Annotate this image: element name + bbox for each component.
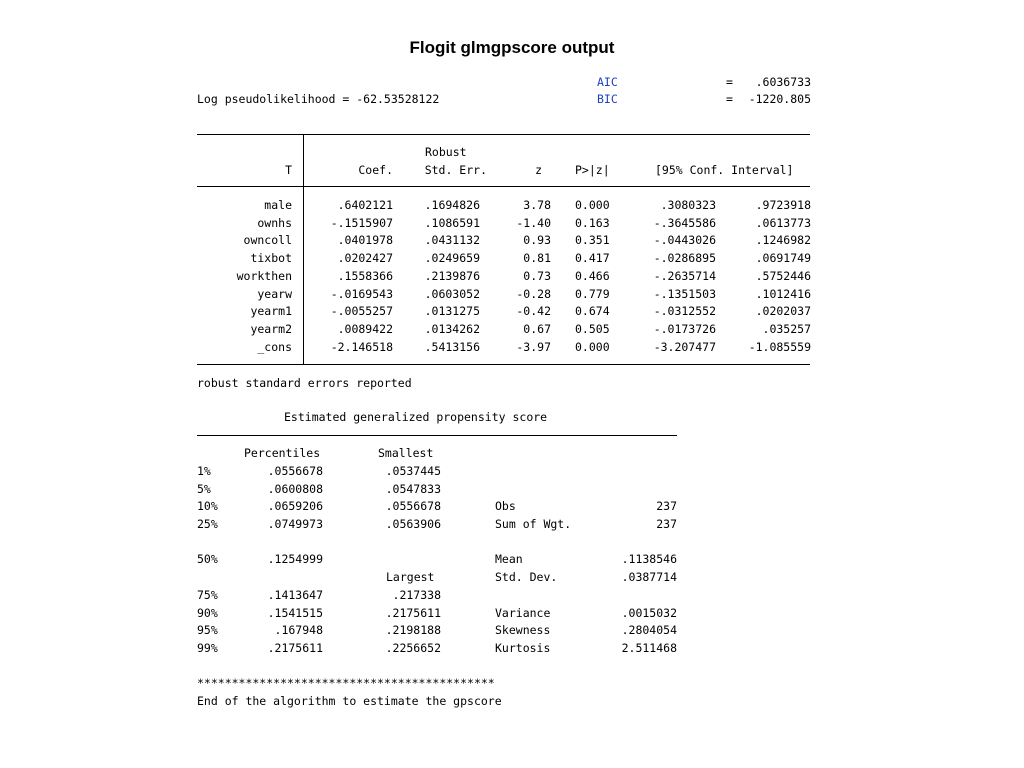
p-value: 0.163 — [575, 215, 610, 230]
extreme-value: .2175611 — [385, 605, 441, 620]
slide-title: Flogit glmgpscore output — [409, 38, 615, 57]
se-value: .1086591 — [424, 215, 480, 230]
summary-row-label: 50% — [197, 552, 218, 566]
p-value: 0.674 — [575, 304, 610, 319]
var-name: yearw — [257, 286, 292, 301]
percentiles-header: Percentiles — [244, 446, 321, 460]
percentile-value: .1541515 — [267, 605, 323, 620]
percentile-label: 95% — [197, 623, 218, 638]
percentile-label: 99% — [197, 641, 218, 656]
p-value: 0.351 — [575, 233, 610, 248]
ci-high: .1246982 — [755, 233, 811, 248]
ci-header: [95% Conf. Interval] — [655, 163, 794, 177]
extreme-value: .2256652 — [385, 641, 441, 656]
table-top-rule — [197, 134, 810, 135]
se-value: .0134262 — [424, 321, 480, 336]
stat-label: Kurtosis — [495, 641, 551, 656]
mean-value: .1138546 — [621, 552, 677, 566]
bic-value: -1220.805 — [748, 92, 811, 106]
ci-low: -.0173726 — [653, 321, 716, 336]
bic-label: BIC — [597, 92, 618, 106]
z-value: 3.78 — [523, 198, 551, 212]
p-value: 0.000 — [575, 198, 610, 212]
ci-low: .3080323 — [660, 198, 716, 212]
ci-low: -.1351503 — [653, 286, 716, 301]
ci-high: .5752446 — [755, 268, 811, 283]
se-value: .5413156 — [424, 339, 480, 354]
percentile-label: 90% — [197, 605, 218, 620]
coef-value: .0202427 — [337, 251, 393, 266]
z-value: -1.40 — [516, 215, 551, 230]
coef-value: -.0055257 — [330, 304, 393, 319]
stat-value: 2.511468 — [621, 641, 677, 656]
p-value: 0.417 — [575, 251, 610, 266]
aic-eq: = — [726, 75, 733, 89]
ci-high: .1012416 — [755, 286, 811, 301]
stat-label: Variance — [495, 605, 551, 620]
ci-low: -.0312552 — [653, 304, 716, 319]
ci-low: -.0286895 — [653, 251, 716, 266]
stat-label: Sum of Wgt. — [495, 517, 572, 532]
depvar-header: T — [285, 163, 292, 177]
log-likelihood: Log pseudolikelihood = -62.53528122 — [197, 92, 440, 106]
coef-value: .0089422 — [337, 321, 393, 336]
percentile-value: .0749973 — [267, 517, 323, 532]
table-bottom-rule — [197, 364, 810, 365]
extreme-value: .0556678 — [385, 499, 441, 514]
p-value: 0.505 — [575, 321, 610, 336]
percentile-value: .0659206 — [267, 499, 323, 514]
table-header-rule — [197, 186, 810, 187]
se-header: Std. Err. — [424, 163, 487, 177]
se-value: .1694826 — [424, 198, 480, 212]
stat-label: Skewness — [495, 623, 551, 638]
p-value: 0.000 — [575, 339, 610, 354]
ci-low: -.0443026 — [653, 233, 716, 248]
z-value: 0.67 — [523, 321, 551, 336]
sd-label: Std. Dev. — [495, 570, 558, 584]
percentile-value: .2175611 — [267, 641, 323, 656]
coef-value: -2.146518 — [330, 339, 393, 354]
coef-value: .1558366 — [337, 268, 393, 283]
extreme-value: .0563906 — [385, 517, 441, 532]
coef-header: Coef. — [358, 163, 393, 177]
ci-high: -1.085559 — [748, 339, 811, 354]
robust-note: robust standard errors reported — [197, 376, 412, 390]
percentile-value: .1413647 — [267, 588, 323, 602]
extreme-value: .0537445 — [385, 464, 441, 478]
stat-value: .2804054 — [621, 623, 677, 638]
extreme-value: .217338 — [392, 588, 441, 602]
sd-value: .0387714 — [621, 570, 677, 584]
largest-header: Largest — [386, 570, 435, 584]
var-name: yearm1 — [250, 304, 292, 319]
percentile-label: 1% — [197, 464, 211, 478]
ci-high: .0691749 — [755, 251, 811, 266]
z-value: 0.73 — [523, 268, 551, 283]
ci-low: -3.207477 — [653, 339, 716, 354]
stat-label: Obs — [495, 499, 516, 514]
smallest-header: Smallest — [378, 446, 434, 460]
p-value: 0.779 — [575, 286, 610, 301]
se-value: .0603052 — [424, 286, 480, 301]
aic-value: .6036733 — [755, 75, 811, 89]
se-value: .0131275 — [424, 304, 480, 319]
bic-eq: = — [726, 92, 733, 106]
percentile-label: 10% — [197, 499, 218, 514]
percentile-value: .167948 — [274, 623, 323, 638]
se-value: .0431132 — [424, 233, 480, 248]
percentile-label: 5% — [197, 481, 211, 496]
z-value: 0.93 — [523, 233, 551, 248]
var-name: yearm2 — [250, 321, 292, 336]
stat-value: .0015032 — [621, 605, 677, 620]
percentile-label: 75% — [197, 588, 218, 602]
ci-high: .035257 — [762, 321, 811, 336]
summary-row-value: .1254999 — [267, 552, 323, 566]
p-value: 0.466 — [575, 268, 610, 283]
percentile-value: .0556678 — [267, 464, 323, 478]
ci-low: -.2635714 — [653, 268, 716, 283]
aic-label: AIC — [597, 75, 618, 89]
ci-high: .0613773 — [755, 215, 811, 230]
end-message: End of the algorithm to estimate the gpscore — [197, 694, 502, 708]
extreme-value: .0547833 — [385, 481, 441, 496]
percentile-value: .0600808 — [267, 481, 323, 496]
robust-header: Robust — [425, 145, 467, 159]
var-name: _cons — [257, 339, 292, 354]
coef-value: .0401978 — [337, 233, 393, 248]
mean-label: Mean — [495, 552, 523, 566]
coef-value: -.1515907 — [330, 215, 393, 230]
stat-value: 237 — [656, 517, 677, 532]
se-value: .0249659 — [424, 251, 480, 266]
percentile-label: 25% — [197, 517, 218, 532]
z-value: -3.97 — [516, 339, 551, 354]
z-value: -0.28 — [516, 286, 551, 301]
extreme-value: .2198188 — [385, 623, 441, 638]
ci-high: .0202037 — [755, 304, 811, 319]
var-name: male — [264, 198, 292, 212]
coef-value: -.0169543 — [330, 286, 393, 301]
var-name: tixbot — [250, 251, 292, 266]
ci-low: -.3645586 — [653, 215, 716, 230]
var-name: owncoll — [243, 233, 292, 248]
p-header: P>|z| — [575, 163, 610, 177]
summary-rule — [197, 435, 677, 436]
coef-value: .6402121 — [337, 198, 393, 212]
summary-title: Estimated generalized propensity score — [284, 410, 548, 424]
var-name: workthen — [236, 268, 292, 283]
stars-line: ******************************************* — [197, 676, 495, 690]
z-value: -0.42 — [516, 304, 551, 319]
var-name: ownhs — [257, 215, 292, 230]
stat-value: 237 — [656, 499, 677, 514]
z-value: 0.81 — [523, 251, 551, 266]
ci-high: .9723918 — [755, 198, 811, 212]
z-header: z — [535, 163, 542, 177]
se-value: .2139876 — [424, 268, 480, 283]
